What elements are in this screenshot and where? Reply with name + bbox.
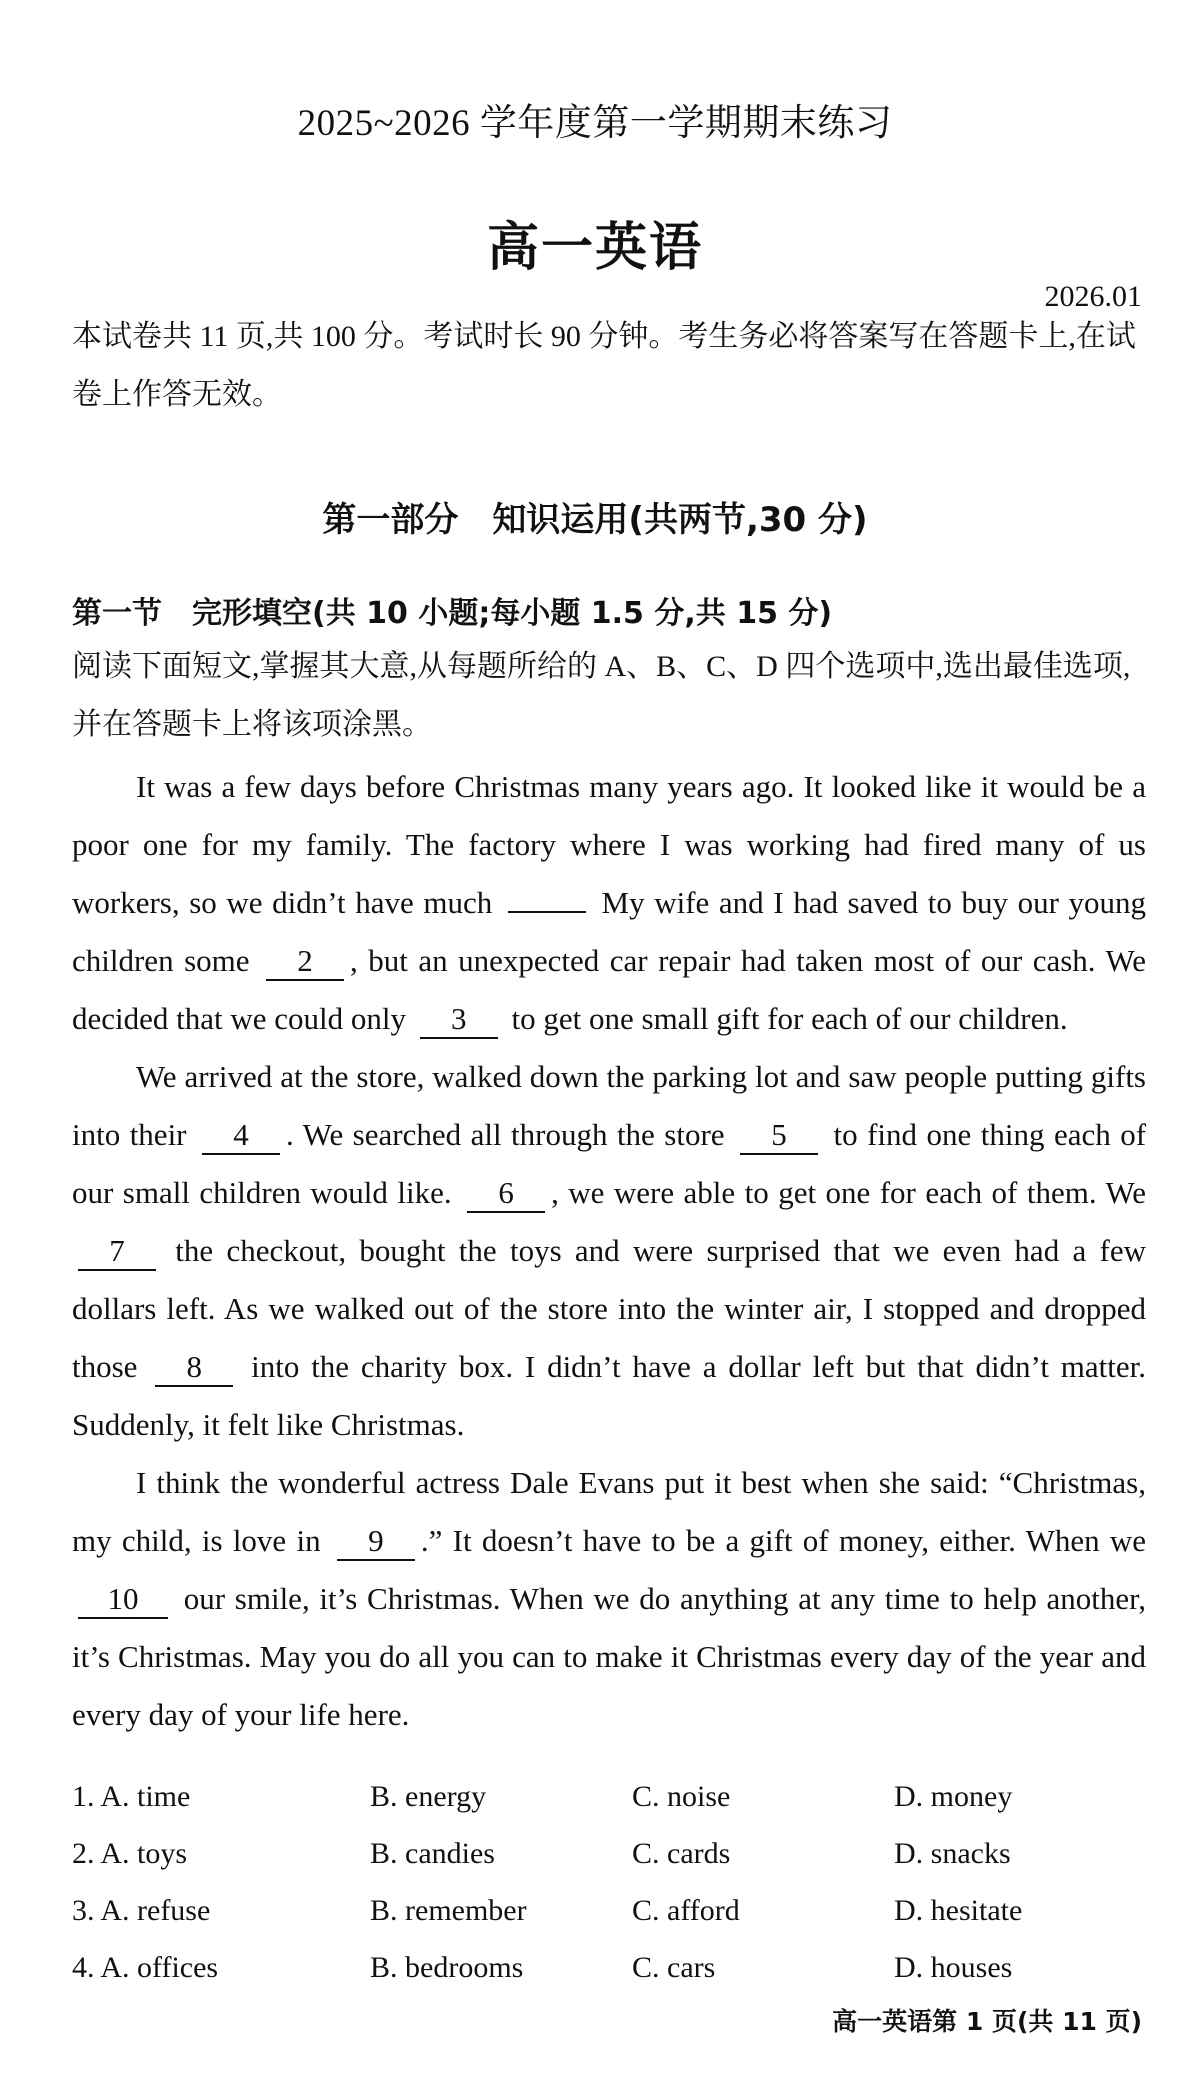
passage-text: the checkout, bought the toys and were surprised that we even had a few dollars left. As we walked out of the store into the winter air, I stopped and dropped those xyxy=(72,1233,1147,1384)
passage-text: our smile, it’s Christmas. When we do anything at any time to help another, it’s Christmas. May you do all you can to make it Christmas every day of the year and every day of your life here. xyxy=(72,1581,1147,1732)
option-b: B. energy xyxy=(370,1779,487,1813)
option-c: C. afford xyxy=(632,1893,740,1927)
passage-text: to find one thing each of our small children would like. xyxy=(72,1117,1147,1210)
option-a: 2. A. toys xyxy=(72,1836,188,1870)
blank-4: 4 xyxy=(202,1117,280,1155)
passage-paragraph-1 xyxy=(72,758,1146,1048)
blank-2: 2 xyxy=(266,943,344,981)
option-b: B. remember xyxy=(370,1893,527,1927)
blank-7: 7 xyxy=(78,1233,156,1271)
option-c: C. cars xyxy=(632,1950,716,1984)
passage-text: , we were able to get one for each of them. We xyxy=(551,1175,1146,1210)
option-a: 4. A. offices xyxy=(72,1950,219,1984)
blank-1 xyxy=(508,911,586,913)
exam-date: 2026.01 xyxy=(1044,280,1142,313)
exam-subtitle: 2025~2026 学年度第一学期期末练习 xyxy=(297,103,893,144)
option-c: C. cards xyxy=(632,1836,731,1870)
blank-3: 3 xyxy=(420,1001,498,1039)
passage-text: to get one small gift for each of our children. xyxy=(511,1001,1068,1036)
blank-5: 5 xyxy=(740,1117,818,1155)
passage-text: .” It doesn’t have to be a gift of money, either. When we xyxy=(420,1523,1146,1558)
part-heading: 第一部分 知识运用(共两节,30 分) xyxy=(322,500,868,540)
section-instructions: 阅读下面短文,掌握其大意,从每题所给的 A、B、C、D 四个选项中,选出最佳选项,并在答题卡上将该项涂黑。 xyxy=(72,650,1131,741)
option-d: D. money xyxy=(894,1779,1013,1813)
blank-9: 9 xyxy=(337,1523,415,1561)
section-heading: 第一节 完形填空(共 10 小题;每小题 1.5 分,共 15 分) xyxy=(72,596,833,631)
options-row-3 xyxy=(72,1882,1146,1939)
answer-options xyxy=(72,1768,1146,1996)
passage-text: I think the wonderful actress Dale Evans put it best when she said: “Christmas, my child, is love in xyxy=(72,1465,1146,1558)
blank-6: 6 xyxy=(467,1175,545,1213)
blank-10: 10 xyxy=(78,1581,168,1619)
passage-text: My wife and I had saved to buy our young children some xyxy=(72,885,1147,978)
passage-text: into the charity box. I didn’t have a dollar left but that didn’t matter. Suddenly, it felt like Christmas. xyxy=(72,1349,1146,1442)
passage-paragraph-3 xyxy=(72,1454,1146,1744)
option-d: D. hesitate xyxy=(894,1893,1023,1927)
option-d: D. houses xyxy=(894,1950,1013,1984)
option-b: B. bedrooms xyxy=(370,1950,524,1984)
passage-text: It was a few days before Christmas many years ago. It looked like it would be a poor one for my family. The factory where I was working had fired many of us workers, so we didn’t have much xyxy=(72,769,1146,920)
option-b: B. candies xyxy=(370,1836,495,1870)
options-row-1 xyxy=(72,1768,1146,1825)
options-row-4 xyxy=(72,1939,1146,1996)
exam-notice: 本试卷共 11 页,共 100 分。考试时长 90 分钟。考生务必将答案写在答题卡上,在试卷上作答无效。 xyxy=(72,320,1136,411)
option-d: D. snacks xyxy=(894,1836,1011,1870)
passage-text: We arrived at the store, walked down the parking lot and saw people putting gifts into their xyxy=(72,1059,1146,1152)
option-a: 1. A. time xyxy=(72,1779,191,1813)
blank-8: 8 xyxy=(155,1349,233,1387)
passage-text: , but an unexpected car repair had taken most of our cash. We decided that we could only xyxy=(72,943,1147,1036)
option-c: C. noise xyxy=(632,1779,731,1813)
passage-text: . We searched all through the store xyxy=(286,1117,725,1152)
exam-title: 高一英语 xyxy=(486,218,703,278)
page-footer: 高一英语第 1 页(共 11 页) xyxy=(832,2007,1142,2036)
option-a: 3. A. refuse xyxy=(72,1893,211,1927)
passage-paragraph-2 xyxy=(72,1048,1146,1454)
options-row-2 xyxy=(72,1825,1146,1882)
